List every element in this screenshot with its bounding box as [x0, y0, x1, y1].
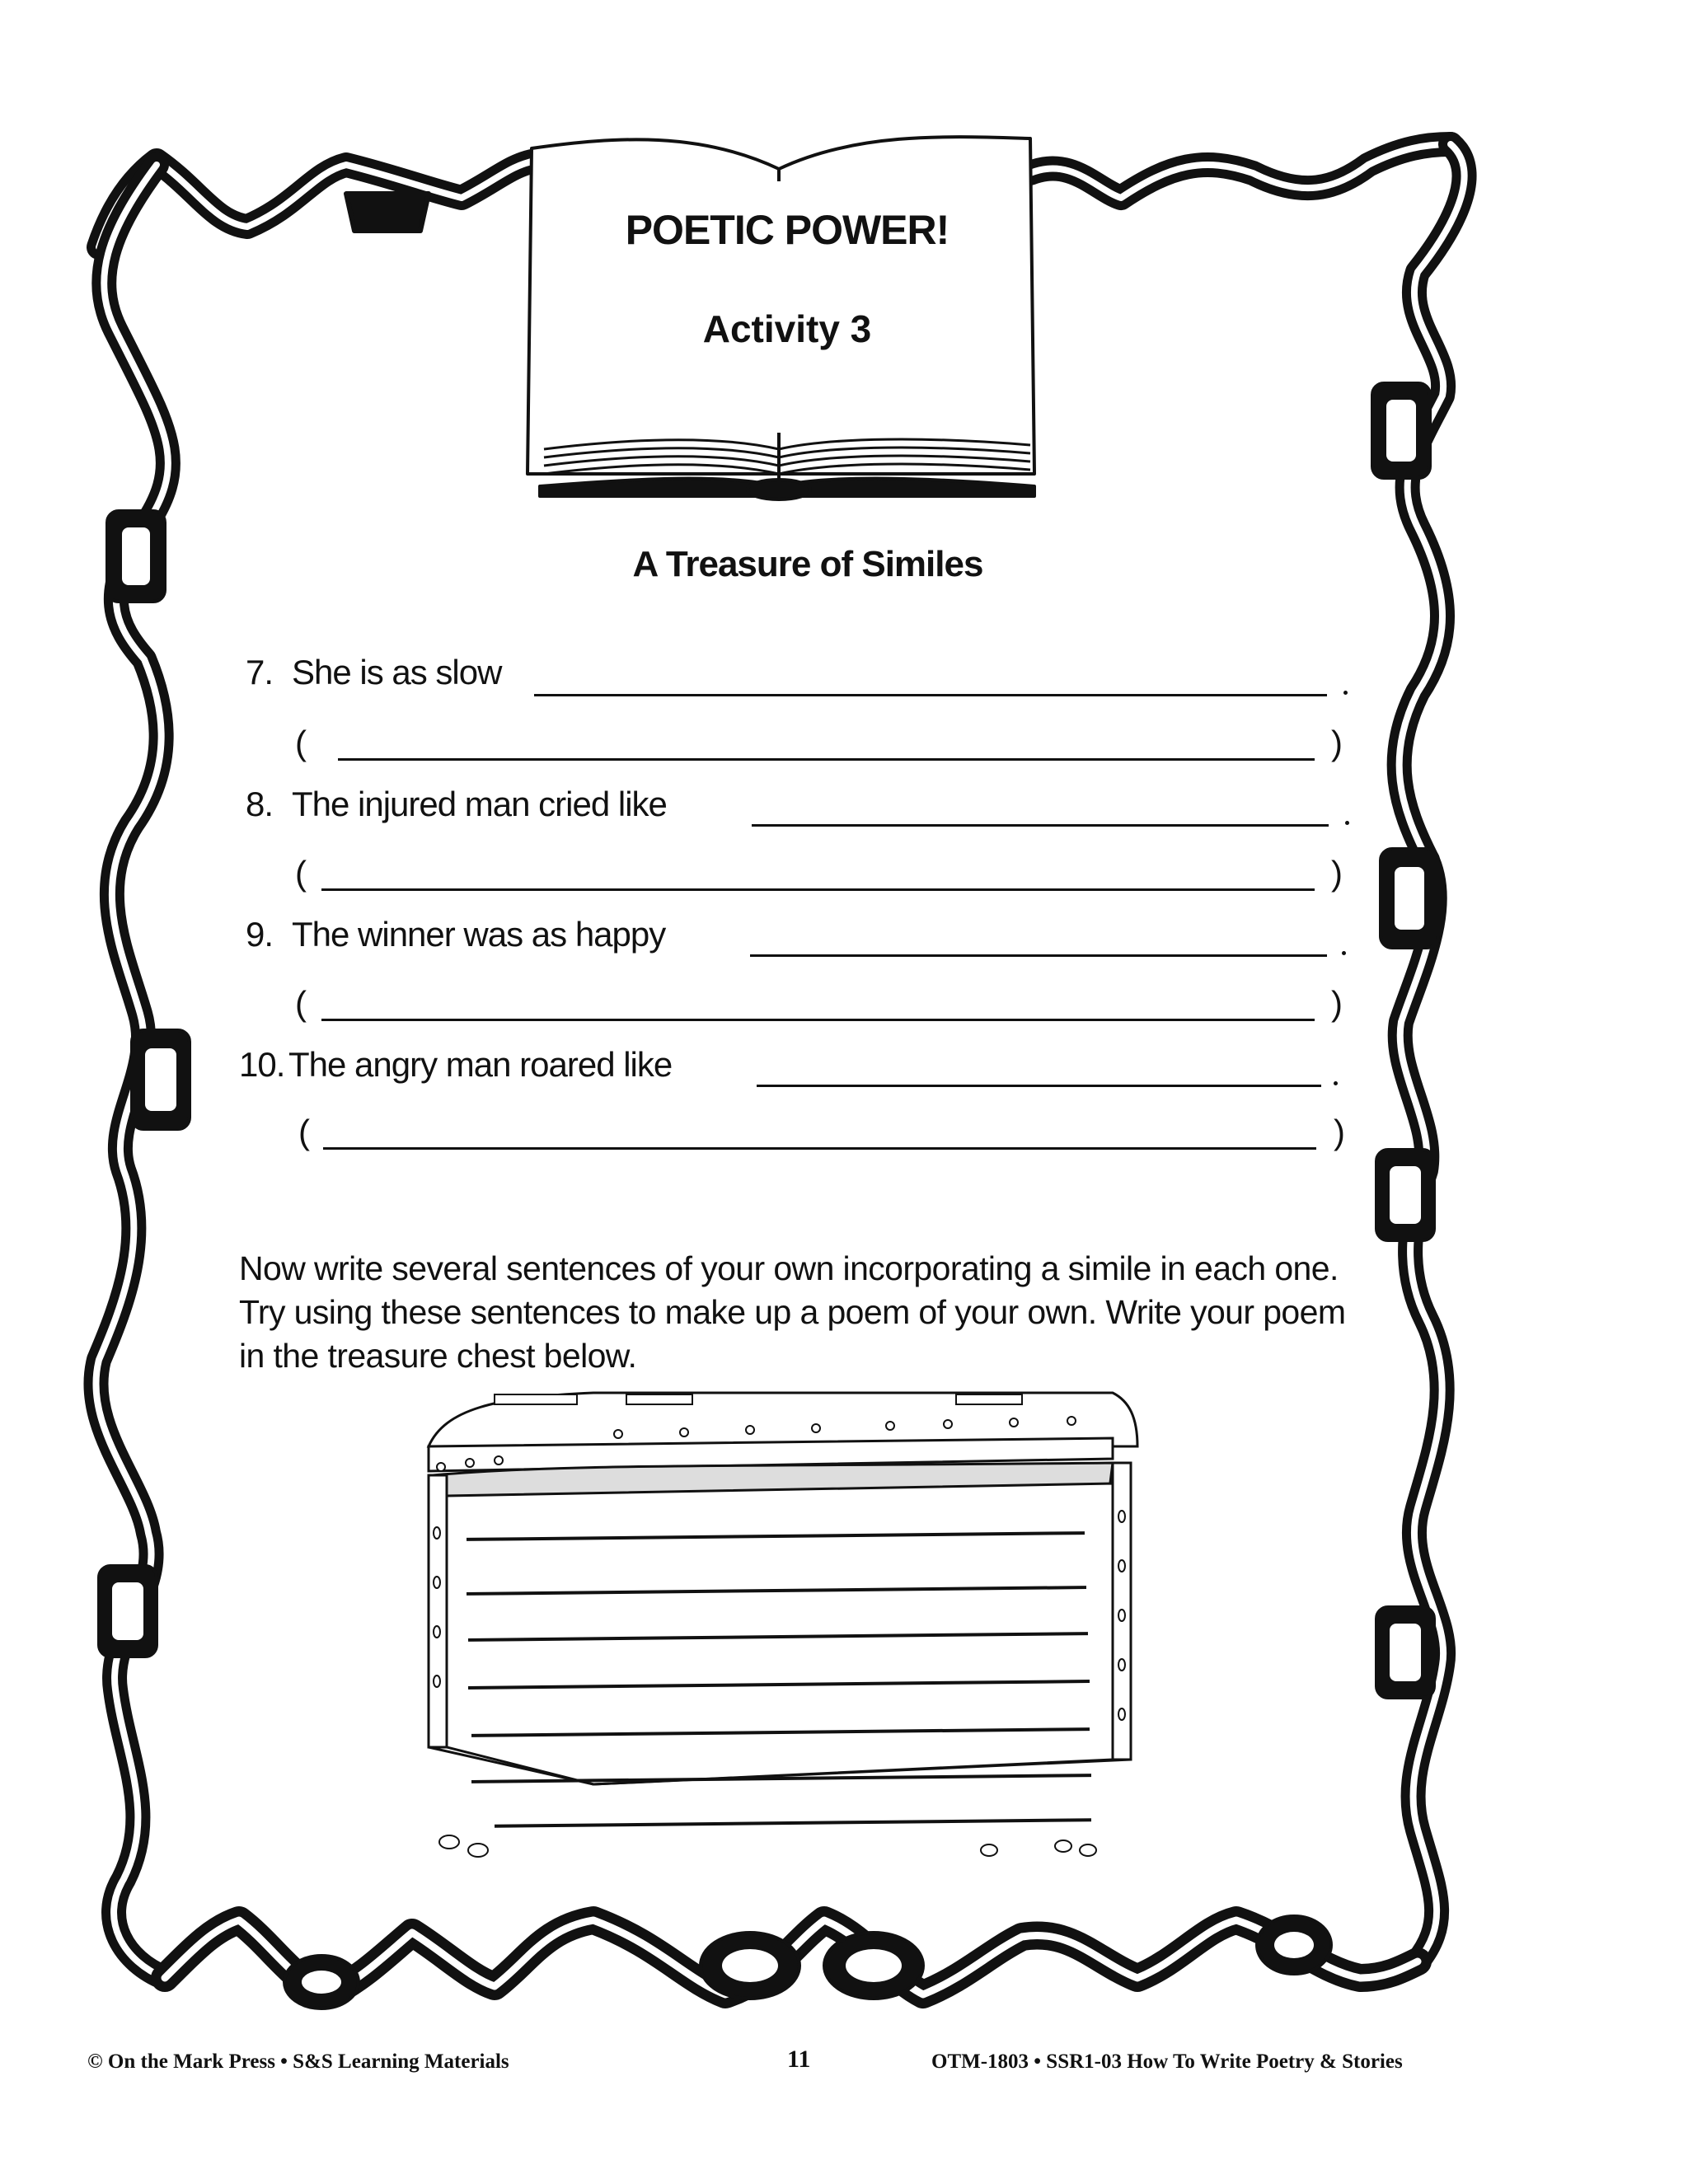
answer-blank-10[interactable] [757, 1085, 1321, 1087]
footer-book-title: OTM-1803 • SSR1-03 How To Write Poetry & Stories [931, 2050, 1403, 2073]
answer-blank-9[interactable] [750, 954, 1327, 957]
answer-blank-7[interactable] [534, 694, 1327, 696]
worksheet-title: POETIC POWER! [625, 207, 950, 253]
open-paren: ( [295, 854, 307, 893]
explanation-blank-10[interactable] [323, 1147, 1316, 1150]
explanation-blank-9[interactable] [321, 1019, 1315, 1021]
answer-blank-8[interactable] [752, 824, 1329, 827]
section-title: A Treasure of Similes [632, 544, 983, 584]
question-number: 8. [246, 785, 274, 823]
close-paren: ) [1331, 854, 1343, 893]
question-prompt: She is as slow [292, 653, 502, 691]
question-prompt: The angry man roared like [288, 1045, 673, 1084]
question-number: 9. [246, 915, 274, 954]
activity-label: Activity 3 [702, 307, 872, 350]
close-paren: ) [1334, 1113, 1345, 1151]
question-number: 7. [246, 653, 274, 691]
open-paren: ( [298, 1113, 310, 1151]
open-paren: ( [295, 724, 307, 762]
period-mark [1345, 821, 1349, 825]
question-10 [239, 1045, 1376, 1094]
open-paren: ( [295, 984, 307, 1023]
close-paren: ) [1331, 724, 1343, 762]
footer-publisher: © On the Mark Press • S&S Learning Materials [87, 2050, 509, 2073]
question-prompt: The injured man cried like [292, 785, 667, 823]
close-paren: ) [1331, 984, 1343, 1023]
question-8 [246, 785, 1383, 834]
page-number: 11 [787, 2046, 811, 2073]
question-9 [246, 915, 1383, 964]
period-mark [1334, 1081, 1338, 1085]
explanation-blank-7[interactable] [338, 758, 1315, 761]
explanation-blank-8[interactable] [321, 888, 1315, 891]
period-mark [1343, 691, 1348, 695]
question-number: 10. [239, 1045, 285, 1084]
instructions-paragraph: Now write several sentences of your own incorporating a simile in each one. Try using these sentences to make up a poem of your own. Write your poem in the treasure chest below. [239, 1249, 1346, 1375]
question-prompt: The winner was as happy [292, 915, 666, 954]
period-mark [1342, 951, 1346, 955]
